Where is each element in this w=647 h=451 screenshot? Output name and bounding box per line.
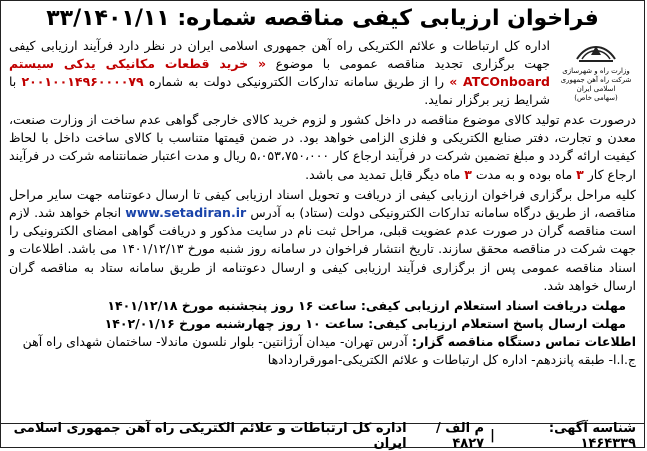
logo-org-line3: (سهامی خاص) [574, 94, 618, 102]
footer-separator: | [490, 428, 495, 443]
intro-text-3: با شرایط زیر برگزار نماید. [9, 74, 550, 107]
ad-code: م الف / ۴۸۲۷ [435, 420, 485, 451]
website-link[interactable]: www.setadiran.ir [125, 205, 247, 221]
railway-logo [556, 37, 636, 103]
body-text: ریال و مدت اعتبار ضمانتنامه شرکت در فرآیند ارجاع کار [9, 148, 636, 182]
conditions-paragraph-1 [9, 111, 636, 184]
intro-paragraph [9, 37, 550, 109]
deadline-submit: مهلت ارسال پاسخ استعلام ارزیابی کیفی: ساعت ۱۰ روز چهارشنبه مورخ ۱۴۰۲/۰۱/۱۶ [104, 316, 626, 332]
contact-address: آدرس تهران- میدان آرژانتین- بلوار نلسون ماندلا- ساختمان شهدای راه آهن ج.ا.ا- طبقه پانزدهم- اداره کل ارتباطات و علائم الکتریکی-امورقراردادها [22, 334, 636, 368]
extension-months: ۳ [464, 166, 472, 182]
intro-text-2: را از طریق سامانه تدارکات الکترونیکی دولت به شماره [143, 74, 450, 89]
body-text: کلیه مراحل برگزاری فراخوان ارزیابی کیفی از دریافت و تحویل اسناد ارزیابی کیفی تا ارسال دعوتنامه جهت سایر مراحل مناقصه، از طریق درگاه سامانه تدارکات الکترونیکی دولت (ستاد) به آدرس [9, 186, 636, 221]
railway-emblem-icon [573, 37, 619, 67]
deadline-receive: مهلت دریافت اسناد استعلام ارزیابی کیفی: ساعت ۱۶ روز پنجشنبه مورخ ۱۴۰۱/۱۲/۱۸ [107, 298, 626, 314]
notice-header [9, 37, 636, 109]
body-text: درصورت عدم تولید کالای موضوع مناقصه در داخل کشور و لزوم خرید کالای خارجی گواهی عدم ساخت از وزارت صنعت، معدن و تجارت، دفتر صنایع الکتریکی و فلزی الزامی خواهد بود. در ضمن قیمتها متناسب با کالای ساخت داخل با لحاظ کیفیت ارائه گردد و مبلغ تضمین شرکت در فرآیند ارجاع کار [9, 112, 636, 164]
validity-months: ۳ [576, 166, 584, 182]
logo-org-line1: وزارت راه و شهرسازی [562, 67, 630, 75]
deadlines [9, 297, 626, 333]
body-text: می باشد. اطلاعات و اسناد مناقصه عمومی پس از برگزاری فرآیند ارزیابی کیفی و ارسال دعوتنامه از طریق سامانه ستاد به مناقصه گران ارسال خواهد شد. [9, 241, 636, 293]
footer-ids [407, 421, 636, 451]
notice-title: فراخوان ارزیابی کیفی مناقصه شماره: ۳۳/۱۴۰۱/۱۱ [46, 6, 599, 31]
tender-subject: « خرید قطعات مکانیکی یدکی سیستم ATCOnboard » [9, 56, 550, 89]
publish-date: ۱۴۰۱/۱۲/۱۳ [121, 241, 184, 257]
notice-footer [1, 420, 644, 451]
body-text: ماه بوده و به مدت [471, 166, 577, 182]
intro-text-1: اداره کل ارتباطات و علائم الکتریکی راه آهن جمهوری اسلامی ایران در نظر دارد فرآیند ارزیابی کیفی جهت برگزاری تجدید مناقصه عمومی با موضوع [9, 38, 551, 71]
footer-org: اداره کل ارتباطات و علائم الکتریکی راه آهن جمهوری اسلامی ایران [13, 420, 407, 451]
contact-label: اطلاعات تماس دستگاه مناقصه گزار: [407, 334, 636, 350]
guarantee-amount: ۵،۰۵۳،۷۵۰،۰۰۰ [249, 148, 330, 164]
ad-id: شناسه آگهی: ۱۴۶۴۳۳۹ [548, 420, 636, 451]
tender-number: ۲۰۰۱۰۰۱۴۹۶۰۰۰۰۷۹ [21, 74, 144, 89]
body-text: ماه دیگر قابل تمدید می باشد. [305, 166, 465, 182]
body-text: انجام خواهد شد. لازم است مناقصه گران در صورت عدم عضویت قبلی، مراحل ثبت نام در سایت مذکور و دریافت گواهی امضای الکترونیکی را جهت شرکت در مناقصه محقق سازند. تاریخ انتشار فراخوان در سامانه روز شنبه مورخ [9, 205, 636, 257]
conditions-paragraph-2 [9, 186, 636, 295]
logo-org-line2: شرکت راه آهن جمهوری اسلامی ایران [560, 76, 632, 93]
contact-info [9, 333, 636, 369]
